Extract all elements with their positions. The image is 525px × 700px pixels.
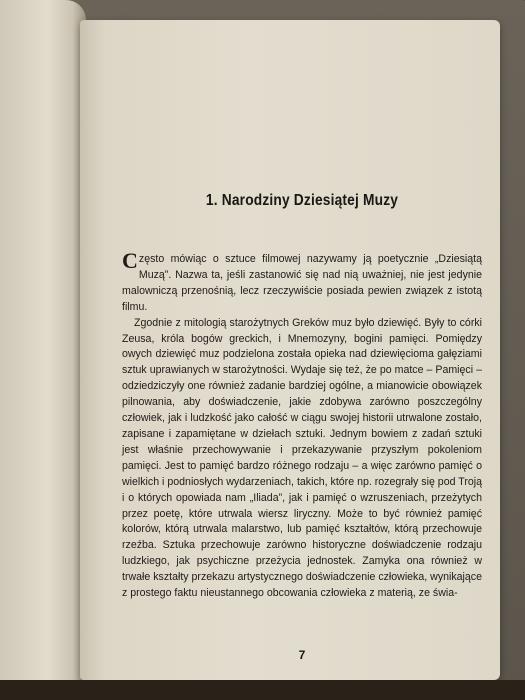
floor-shadow [0,680,525,700]
drop-cap: C [122,248,138,273]
chapter-title: 1. Narodziny Dziesiątej Muzy [205,192,399,209]
paragraph-1 [122,248,482,316]
page-content [122,20,482,680]
page-number: 7 [298,648,306,662]
book-page [80,20,500,680]
paragraph-1-text: zęsto mówiąc o sztuce filmowej nazywamy ją poetycznie „Dziesiątą Muzą”. Nazwa ta, jeśli zastanowić się nad nią uważniej, nie jest jedynie malowniczą przenośnią, lecz rzeczywiście posiada pewien związek z istotą filmu. [122,253,482,313]
body-text [122,248,482,602]
left-page-edge [0,0,86,700]
paragraph-2: Zgodnie z mitologią starożytnych Greków muz było dziewięć. Były to córki Zeusa, króla bogów greckich, i Mnemozyny, bogini pamięci. Pomiędzy owych dziewięć muz podzielona została opieka nad dziewięcioma gałęziami sztuk uprawianych w starożytności. Wydaje się też, że po matce – Pamięci – odziedziczyły one również zadanie bardziej ogólne, a mianowicie obowiązek pilnowania, aby doświadczenie, jakie zdobywa zarówno poszczególny człowiek, jak i ludzkość jako całość w ciągu swojej historii utrwalone zostało, zapisane i zapamiętane w dziełach sztuki. Jednym bowiem z zadań sztuki jest właśnie przechowywanie i przekazywanie przyszłym pokoleniom pamięci. Jest to pamięć bardzo różnego rodzaju – a więc zarówno pamięć o wielkich i podniosłych wydarzeniach, takich, które np. rozegrały się pod Troją i o których opowiada nam „Iliada”, jak i pamięć o wzruszeniach, przeżytych przez poetę, które utrwala wiersz liryczny. Może to być również pamięć kolorów, którą utrwala malarstwo, lub pamięć kształtów, którą przechowuje rzeźba. Sztuka przechowuje zarówno historyczne doświadczenie rodzaju ludzkiego, jak psychiczne przeżycia jednostek. Zamyka ona również w trwałe kształty przekazu artystycznego doświadczenie człowieka, wynikające z prostego faktu nieustannego obcowania człowieka z materią, ze świa- [122,316,482,600]
